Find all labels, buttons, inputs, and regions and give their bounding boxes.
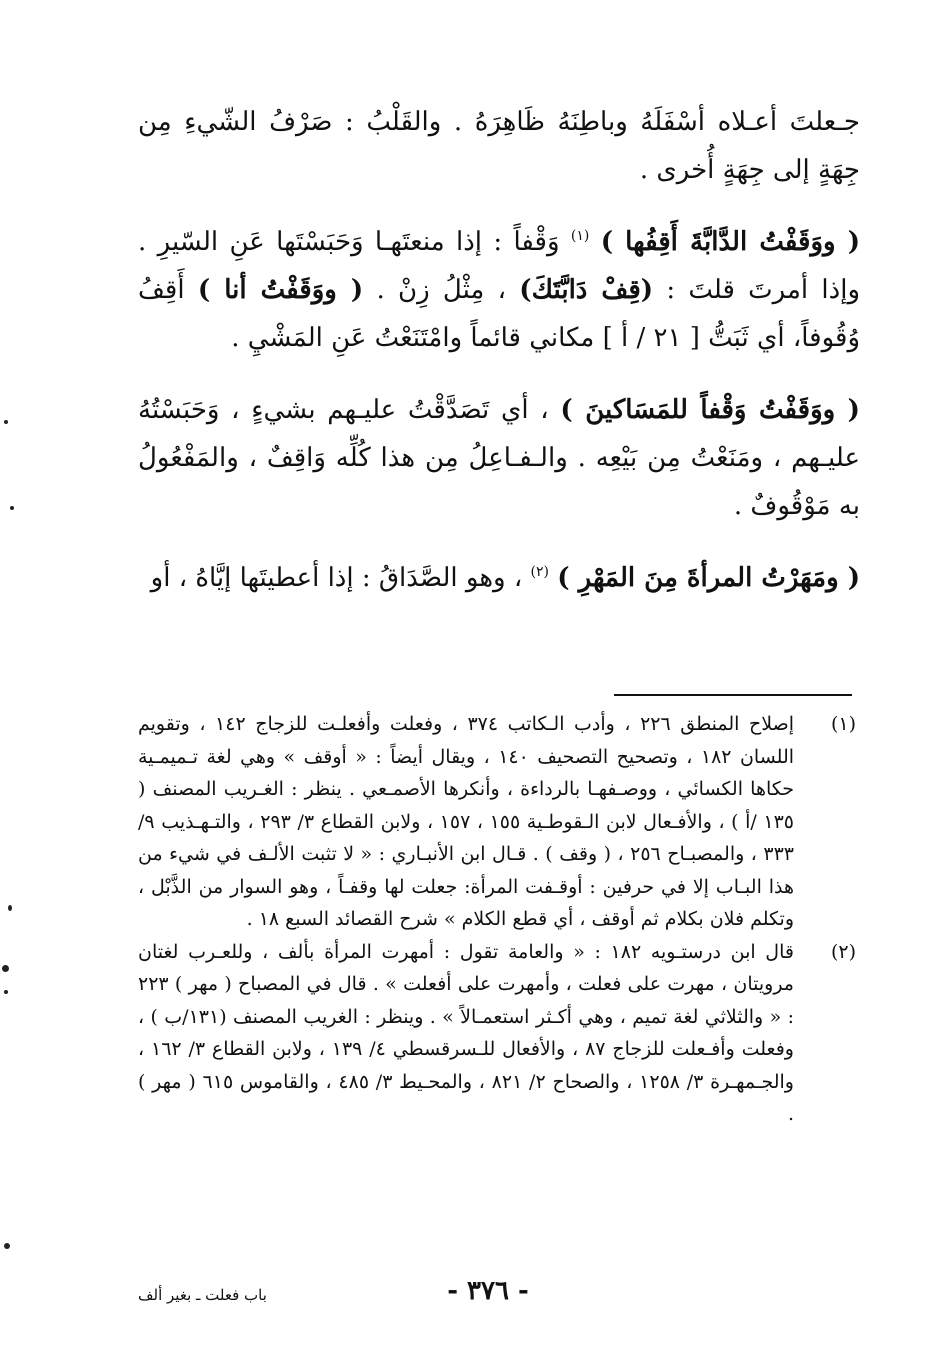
paragraph-1	[138, 98, 860, 194]
paragraph-text: جـعلتَ أعـلاه أسْفَلَهُ وباطِنَهُ ظَاهِرَهُ . والقَلْبُ : صَرْفُ الشّيءِ مِن جِهَةٍ إلى جِهَةٍ أُخرى .	[138, 107, 860, 185]
footnote-number: (١)	[830, 713, 856, 735]
footnote-separator	[614, 694, 852, 696]
scan-speck	[10, 506, 14, 510]
footnote-1	[138, 708, 856, 936]
entry-heading: (قِفْ دَابَّتَكَ)	[519, 275, 654, 305]
footnote-reference[interactable]: (١)	[570, 228, 590, 244]
entry-heading: ( ووَقَفْتُ أنا )	[197, 275, 364, 305]
main-text	[138, 98, 860, 626]
entry-heading: ( ووَقَفْتُ وَقْفاً للمَسَاكينَ )	[560, 395, 860, 425]
paragraph-text: أَقِفُ وُقُوفاً، أي ثَبَتُّ [ ٢١ / أ ] مكاني قائماً وامْتَنَعْتُ عَنِ المَشْيِ .	[138, 275, 860, 353]
paragraph-3	[138, 386, 860, 530]
footnote-text: قال ابن درستـويه ١٨٢ : « والعامة تقول : أمهرت المرأة بألف ، وللعـرب لغتان مرويتان ، مهرت على فعلت ، وأمهرت على أفعلت » . قال في المصباح ( مهر ) ٢٢٣ : « والثلاثي لغة تميم ، وهي أكـثر استعمـالاً » . وينظر : الغريب المصنف (١٣١/ب ) ، وفعلت وأفـعلت للزجاج ٨٧ ، والأفعال للـسرقسطي ٤/ ١٣٩ ، ولابن القطاع ٣/ ١٦٢ ، والجـمهـرة ٣/ ١٢٥٨ ، والصحاح ٢/ ٨٢١ ، والمحـيط ٣/ ٤٨٥ ، والقاموس ٦١٥ ( مهر ) .	[138, 940, 794, 1125]
footnote-text: إصلاح المنطق ٢٢٦ ، وأدب الـكاتب ٣٧٤ ، وفعلت وأفعلـت للزجاج ١٤٢ ، وتقويم اللسان ١٨٢ ، وتصحيح التصحيف ١٤٠ ، ويقال أيضاً : « أوقف » وهي لغة تـميمـية حكاها الكسائي ، ووصـفهـا بالرداءة ، وأنكرها الأصمـعي . ينظر : الغـريب المصنف ( ١٣٥ /أ ) ، والأفـعال لابن الـقوطـية ١٥٥ ، ١٥٧ ، ولابن القطاع ٣/ ٢٩٣ ، والتـهـذيب ٩/ ٣٣٣ ، والمصبـاح ٢٥٦ ، ( وقف ) . قـال ابن الأنبـاري : « لا تثبت الألـف في شيء من هذا البـاب إلا في حرفين : أوقـفت المرأة: جعلت لها وقفـاً ، وهو السوار من الذَّبْل ، وتكلم فلان بكلام ثم أوقف ، أي قطع الكلام » شرح القصائد السبع ١٨ .	[138, 713, 795, 930]
scan-speck	[4, 1243, 10, 1249]
paragraph-2	[138, 218, 860, 362]
scan-speck	[2, 965, 9, 972]
paragraph-text: ، أي تَصَدَّقْتُ عليـهم بشيءٍ ، وَحَبَسْتُهُ عليـهم ، ومَنَعْتُ مِن بَيْعِه . والـفـاعِلُ مِن هذا كُلِّه وَاقِفٌ ، والمَفْعُولُ به مَوْقُوفٌ .	[138, 395, 860, 521]
paragraph-text: ، مِثْلُ زِنْ .	[363, 275, 507, 305]
footnote-reference[interactable]: (٢)	[530, 564, 549, 580]
paragraph-4	[138, 554, 860, 602]
page-footer	[0, 1276, 937, 1316]
footnote-number: (٢)	[830, 940, 856, 963]
footnotes	[138, 708, 856, 1131]
scan-speck	[4, 990, 8, 994]
entry-heading: ( ووَقَفْتُ الدَّابَّةَ أَقِفُها )	[600, 227, 861, 257]
scan-speck	[8, 905, 12, 911]
paragraph-text: وَقْفاً : إذا منعتَهـا وَحَبَسْتَها عَنِ السّيرِ . وإذا أمرتَ قلتَ :	[138, 227, 860, 305]
page-number: - ٣٧٦ -	[447, 1276, 529, 1306]
paragraph-text: ، وهو الصَّدَاقُ : إذا أعطيتَها إيَّاهُ ، أو	[150, 563, 523, 593]
chapter-title: باب فعلت ـ بغير ألف	[138, 1286, 267, 1304]
entry-heading: ( ومَهَرْتُ المرأةَ مِنَ المَهْرِ )	[557, 563, 860, 593]
footnote-2	[138, 936, 856, 1131]
scan-speck	[4, 420, 8, 424]
